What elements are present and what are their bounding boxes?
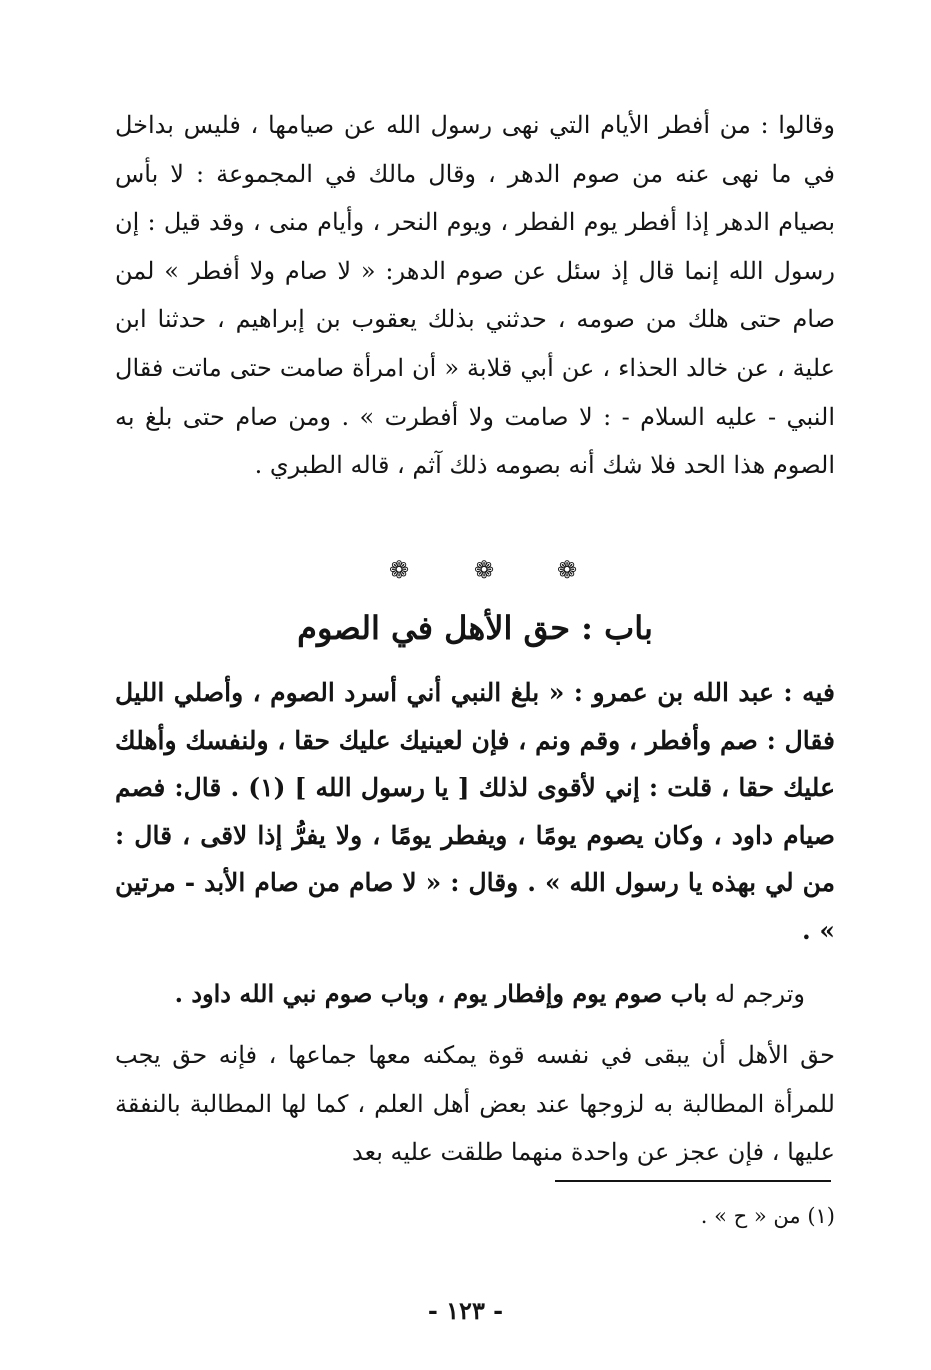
intro-paragraph-text: وقالوا : من أفطر الأيام التي نهى رسول الله عن صيامها ، فليس بداخل في ما نهى عنه من صوم الدهر ، وقال مالك في المجموعة : لا بأس بصيام الدهر إذا أفطر يوم الفطر ، ويوم النحر ، وأيام منى ، وقد قيل : إن رسول الله إنما قال إذ سئل عن صوم الدهر: « لا صام ولا أفطر » لمن صام حتى هلك من صومه ، حدثني بذلك يعقوب بن إبراهيم ، حدثنا ابن علية ، عن خالد الحذاء ، عن أبي قلابة « أن امرأة صامت حتى ماتت فقال النبي - عليه السلام - : لا صامت ولا أفطرت » . ومن صام حتى بلغ به الصوم هذا الحد فلا شك أنه بصومه ذلك آثم ، قاله الطبري .	[115, 111, 835, 480]
section-separator	[0, 555, 931, 585]
tarjama-paragraph	[115, 970, 805, 1018]
commentary-paragraph	[115, 1031, 835, 1177]
page-number: - ١٢٣ -	[427, 1296, 504, 1325]
separator-star-icon: ❁	[473, 556, 495, 584]
hadith-paragraph-text: فيه : عبد الله بن عمرو : « بلغ النبي أني أسرد الصوم ، وأصلي الليل فقال : صم وأفطر ، وقم ونم ، فإن لعينيك عليك حقا ، ولنفسك وأهلك عليك حقا ، قلت : إني لأقوى لذلك [ يا رسول الله ] (١) . قال: فصم صيام داود ، وكان يصوم يومًا ، ويفطر يومًا ، ولا يفرُّ إذا لاقى ، قال : من لي بهذه يا رسول الله » . وقال : « لا صام من صام الأبد - مرتين » .	[115, 678, 835, 945]
commentary-paragraph-text: حق الأهل أن يبقى في نفسه قوة يمكنه معها جماعها ، فإنه حق يجب للمرأة المطالبة به لزوجها عند بعض أهل العلم ، كما لها المطالبة بالنفقة عليها ، فإن عجز عن واحدة منهما طلقت عليه بعد	[115, 1041, 835, 1166]
footnote: (١) من « ح » .	[700, 1204, 835, 1228]
hadith-paragraph	[115, 669, 835, 955]
separator-star-icon: ❁	[388, 556, 410, 584]
footnote-divider	[555, 1180, 831, 1182]
chapter-title: باب : حق الأهل في الصوم	[297, 609, 653, 647]
tarjama-prefix: وترجم له	[707, 980, 805, 1008]
separator-star-icon: ❁	[556, 556, 578, 584]
tarjama-chapter-names: باب صوم يوم وإفطار يوم ، وباب صوم نبي الله داود .	[174, 979, 708, 1008]
intro-paragraph	[115, 101, 835, 490]
